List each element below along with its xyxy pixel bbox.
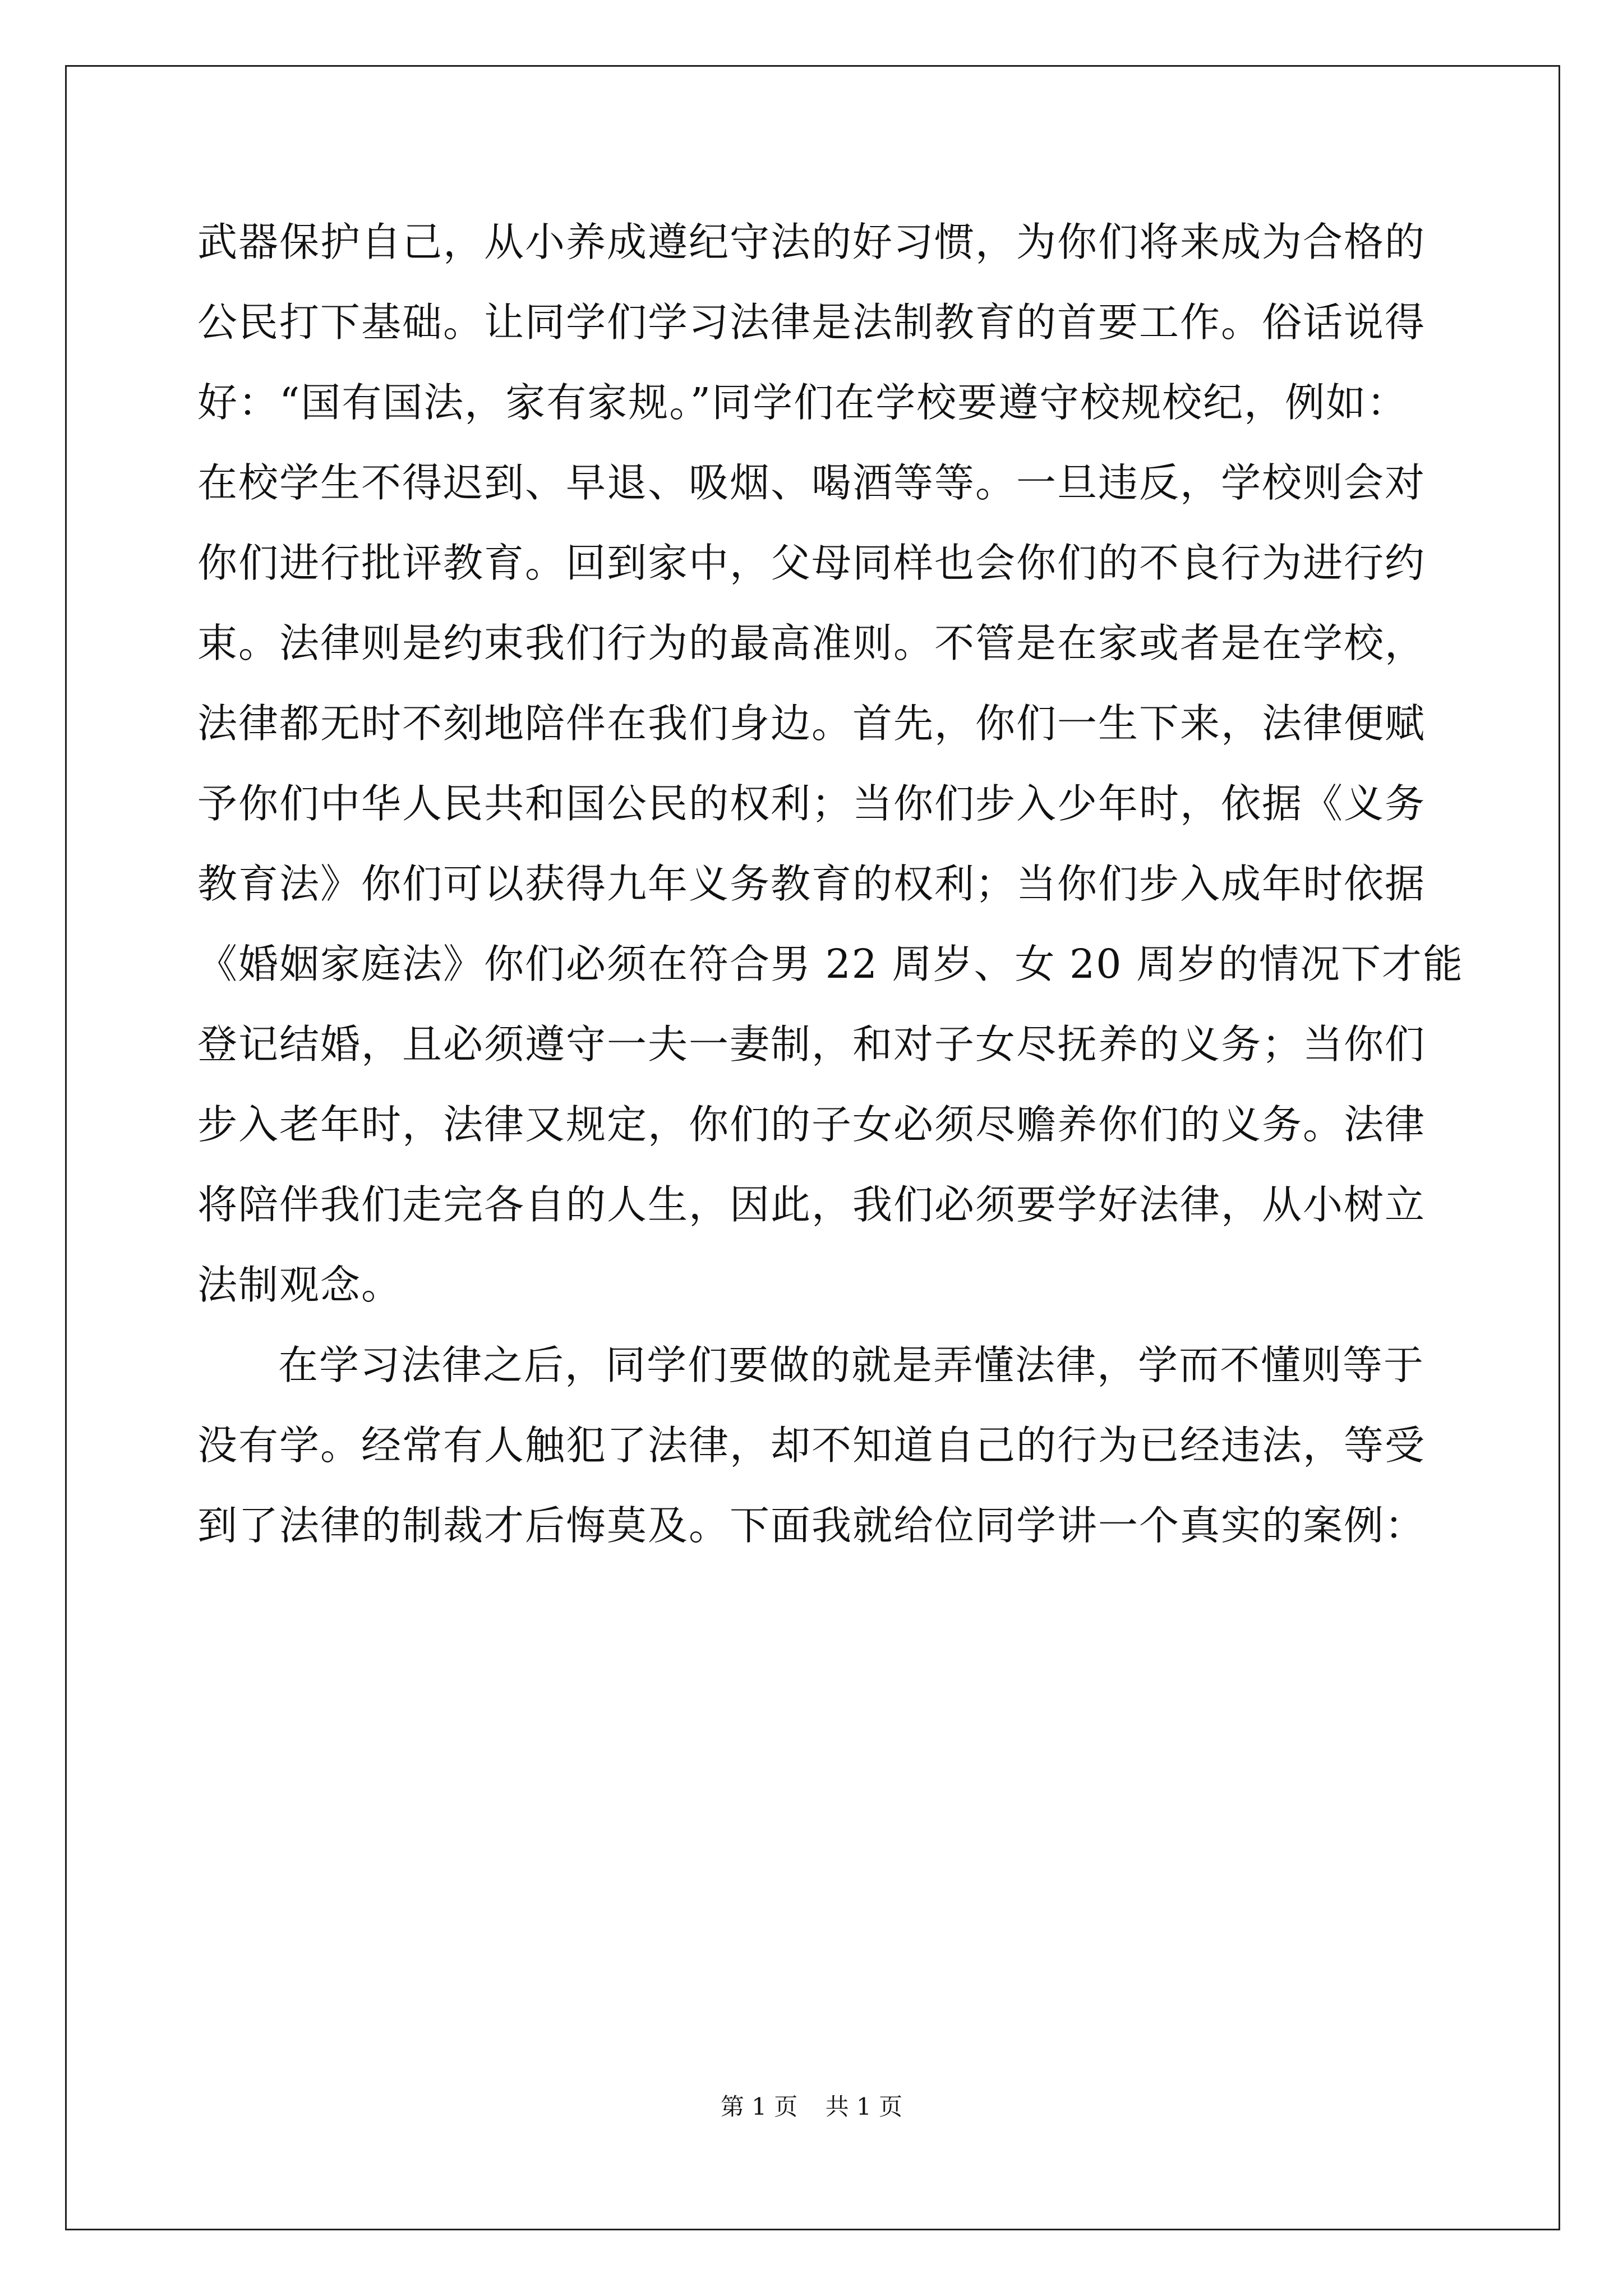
paragraph-1-line-1: 武器保护自己，从小养成遵纪守法的好习惯，为你们将来成为合格的 [197,219,1426,265]
paragraph-1-line-7: 法律都无时不刻地陪伴在我们身边。首先，你们一生下来，法律便赋 [197,700,1426,747]
paragraph-1-line-2: 公民打下基础。让同学们学习法律是法制教育的首要工作。俗话说得 [197,299,1426,346]
paragraph-1-line-9: 教育法》你们可以获得九年义务教育的权利；当你们步入成年时依据 [197,861,1426,907]
paragraph-2-line-2: 没有学。经常有人触犯了法律，却不知道自己的行为已经违法，等受 [197,1422,1426,1469]
page-footer [0,2091,1623,2123]
paragraph-2-line-1: 在学习法律之后，同学们要做的就是弄懂法律，学而不懂则等于 [278,1342,1425,1388]
paragraph-1-line-8: 予你们中华人民共和国公民的权利；当你们步入少年时，依据《义务 [197,780,1426,827]
paragraph-1-line-12: 步入老年时，法律又规定，你们的子女必须尽赡养你们的义务。法律 [197,1101,1426,1148]
paragraph-2-line-3: 到了法律的制裁才后悔莫及。下面我就给位同学讲一个真实的案例： [197,1502,1426,1549]
paragraph-1-line-4: 在校学生不得迟到、早退、吸烟、喝酒等等。一旦违反，学校则会对 [197,459,1426,506]
paragraph-1-line-14: 法制观念。 [197,1262,403,1308]
page-number: 第 1 页 [720,2093,798,2120]
paragraph-1-line-3: 好：“国有国法，家有家规。”同学们在学校要遵守校规校纪，例如： [197,379,1408,426]
paragraph-1-line-13: 将陪伴我们走完各自的人生，因此，我们必须要学好法律，从小树立 [197,1181,1426,1228]
page-total: 共 1 页 [825,2093,903,2120]
paragraph-1-line-6: 束。法律则是约束我们行为的最高准则。不管是在家或者是在学校， [197,620,1426,666]
paragraph-1-line-10: 《婚姻家庭法》你们必须在符合男 22 周岁、女 20 周岁的情况下才能 [197,941,1464,987]
paragraph-1-line-11: 登记结婚，且必须遵守一夫一妻制，和对子女尽抚养的义务；当你们 [197,1021,1426,1068]
paragraph-1-line-5: 你们进行批评教育。回到家中，父母同样也会你们的不良行为进行约 [197,540,1426,586]
